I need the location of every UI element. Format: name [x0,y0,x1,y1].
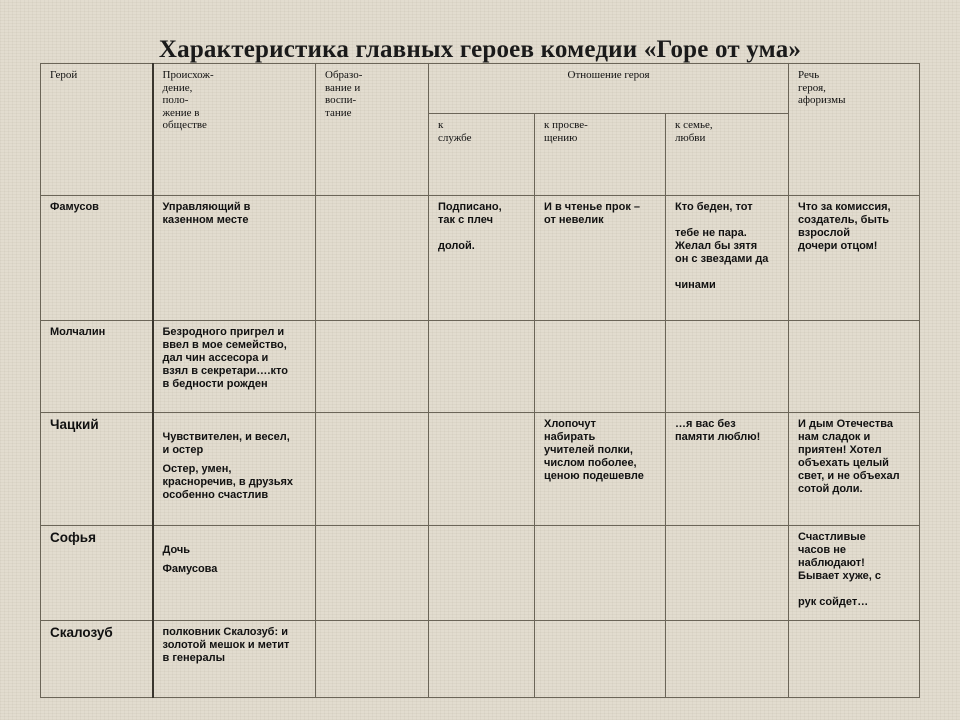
table-row [41,621,920,698]
hero-service [429,413,535,526]
hero-education [316,321,429,413]
hero-name: Софья [41,526,153,621]
hero-origin-part-2: Фамусова [162,563,218,575]
heroes-table [40,63,920,698]
hero-family: …я вас без памяти люблю! [666,413,789,526]
hero-origin-part-1: Чувствителен, и весел, и остер [162,431,290,456]
hero-speech [789,621,920,698]
hero-service [429,526,535,621]
hero-name: Фамусов [41,196,153,321]
hero-speech: Счастливые часов не наблюдают! Бывает хуже, с рук сойдет… [789,526,920,621]
hero-origin: Управляющий в казенном месте [153,196,316,321]
hero-origin-part-2: Остер, умен, красноречив, в друзьях особенно счастлив [162,463,294,501]
header-attitude-service: к службе [429,114,535,196]
hero-speech: Что за комиссия, создатель, быть взрослой дочери отцом! [789,196,920,321]
hero-education [316,526,429,621]
hero-enlightenment: И в чтенье прок – от невелик [535,196,666,321]
hero-enlightenment: Хлопочут набирать учителей полки, числом поболее, ценою подешевле [535,413,666,526]
hero-speech: И дым Отечества нам сладок и приятен! Хотел объехать целый свет, и не объехал сотой доли. [789,413,920,526]
hero-origin [153,413,316,526]
hero-name: Молчалин [41,321,153,413]
header-origin: Происхож- дение, поло- жение в обществе [153,64,316,196]
hero-name: Скалозуб [41,621,153,698]
hero-enlightenment [535,321,666,413]
header-attitude-enlightenment: к просве- щению [535,114,666,196]
header-attitude: Отношение героя [429,64,789,114]
header-attitude-family: к семье, любви [666,114,789,196]
hero-enlightenment [535,621,666,698]
page-title: Характеристика главных героев комедии «Горе от ума» [158,36,802,63]
hero-origin-part-1: Дочь [162,544,191,556]
hero-family [666,526,789,621]
table-row [41,321,920,413]
hero-enlightenment [535,526,666,621]
hero-name: Чацкий [41,413,153,526]
table-row [41,413,920,526]
hero-family [666,321,789,413]
header-row [41,64,920,114]
hero-origin: полковник Скалозуб: и золотой мешок и метит в генералы [153,621,316,698]
hero-education [316,196,429,321]
table-row [41,526,920,621]
hero-education [316,621,429,698]
hero-service: Подписано, так с плеч долой. [429,196,535,321]
header-hero: Герой [41,64,153,196]
hero-origin: Безродного пригрел и ввел в мое семейство, дал чин ассесора и взял в секретари….кто в бедности рожден [153,321,316,413]
hero-service [429,321,535,413]
hero-family: Кто беден, тот тебе не пара. Желал бы зятя он с звездами да чинами [666,196,789,321]
hero-service [429,621,535,698]
hero-education [316,413,429,526]
table-row [41,196,920,321]
hero-speech [789,321,920,413]
hero-origin [153,526,316,621]
header-speech: Речь героя, афоризмы [789,64,920,196]
header-education: Образо- вание и воспи- тание [316,64,429,196]
hero-family [666,621,789,698]
